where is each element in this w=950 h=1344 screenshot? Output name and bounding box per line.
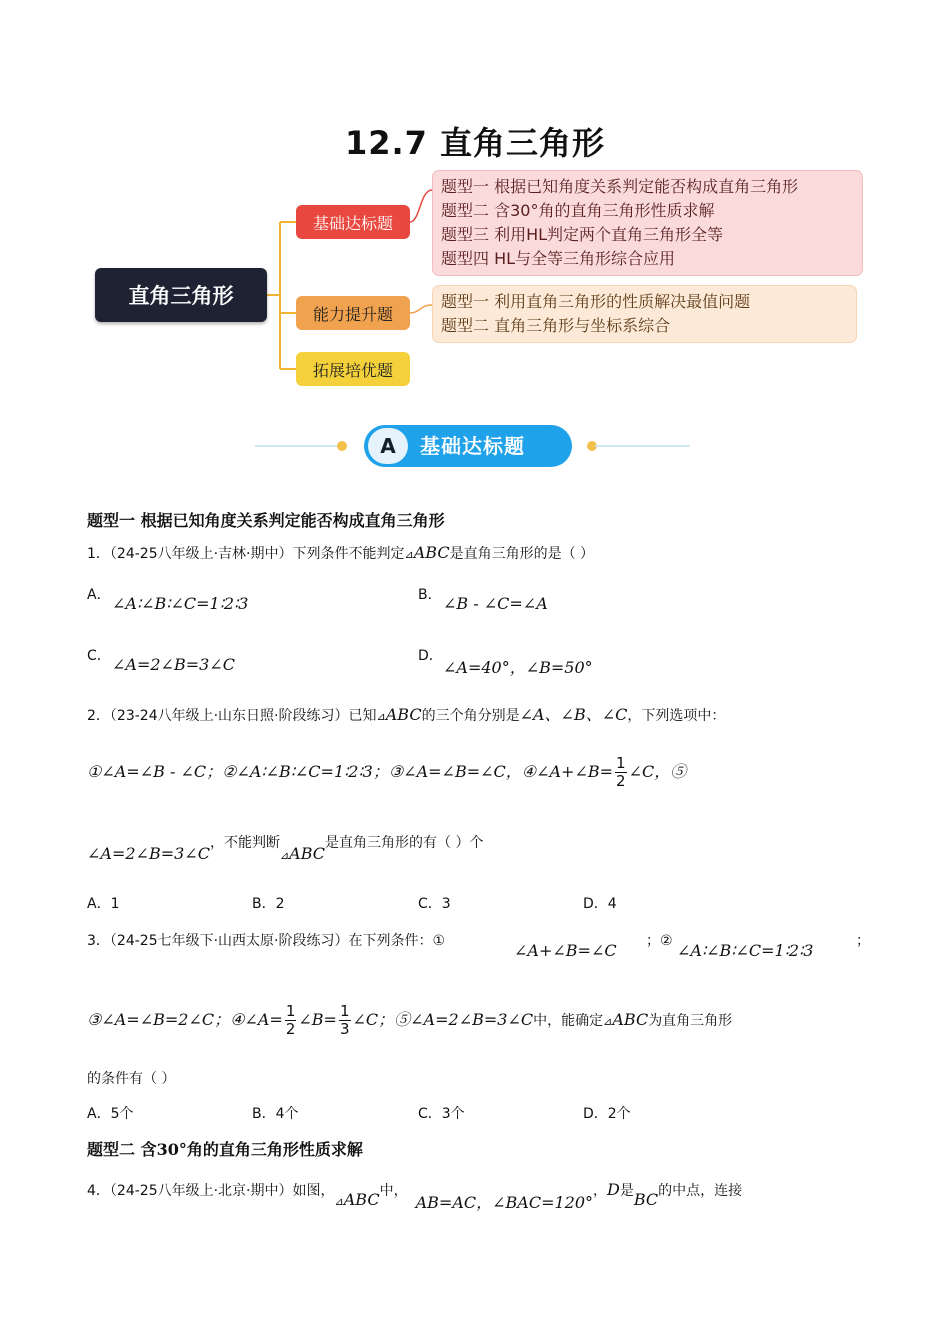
- q3-option-a: A．5个: [87, 1106, 134, 1122]
- question-source: （24-25八年级上·吉林·期中）: [109, 546, 293, 562]
- q1-option-c: ∠A=2∠B=3∠C: [112, 655, 235, 674]
- q1-option-d: ∠A=40°，∠B=50°: [443, 658, 593, 677]
- fraction: [339, 1003, 351, 1038]
- q1-option-b: ∠B - ∠C=∠A: [443, 594, 548, 613]
- q3-condition-text: ∠C；⑤∠A=2∠B=3∠C: [352, 1010, 534, 1029]
- fraction-numerator: 1: [339, 1002, 350, 1020]
- q1-option-a-label: A．: [87, 587, 111, 603]
- math-abc: ABC: [289, 844, 326, 863]
- mindmap-leaf: 题型二 含30°角的直角三角形性质求解: [441, 201, 715, 220]
- type1-heading: 题型一 根据已知角度关系判定能否构成直角三角形: [87, 511, 445, 530]
- question-text: 已知: [348, 708, 377, 724]
- question-text: ，: [593, 1183, 608, 1199]
- fraction-numerator: 1: [285, 1002, 296, 1020]
- mindmap-leaf: 题型二 直角三角形与坐标系综合: [441, 316, 671, 335]
- question-text: 下列条件不能判定: [292, 546, 405, 562]
- question-1: [87, 543, 594, 563]
- math-abc: ABC: [385, 705, 422, 724]
- question-text: 是直角三角形的是（ ）: [449, 546, 595, 562]
- question-text: ，下列选项中：: [627, 708, 726, 724]
- question-text: 在下列条件：①: [348, 933, 446, 949]
- fraction-denominator: 2: [285, 1020, 296, 1038]
- q2-option-d: D．4: [583, 896, 617, 912]
- math-d: D: [607, 1180, 620, 1199]
- question-source: （23-24八年级上·山东日照·阶段练习）: [109, 708, 349, 724]
- triangle-symbol: ⊿: [279, 849, 290, 862]
- q3-option-c: C．3个: [418, 1106, 465, 1122]
- question-4: [87, 1177, 743, 1212]
- mindmap-basic-items: [432, 170, 863, 276]
- triangle-symbol: ⊿: [334, 1195, 344, 1208]
- q1-option-c-label: C．: [87, 648, 111, 664]
- mindmap-leaf: 题型一 根据已知角度关系判定能否构成直角三角形: [441, 177, 799, 196]
- q3-condition-2-label: ；②: [646, 933, 673, 949]
- math-bc: BC: [633, 1190, 659, 1209]
- q3-line3: 的条件有（ ）: [87, 1071, 176, 1087]
- q1-option-a: ∠A∶∠B∶∠C=1∶2∶3: [112, 594, 249, 613]
- fraction-denominator: 2: [616, 772, 626, 790]
- mindmap-advanced-items: [432, 285, 857, 343]
- q2-condition-5: ∠A=2∠B=3∠C: [87, 844, 210, 863]
- mindmap-leaf: 题型一 利用直角三角形的性质解决最值问题: [441, 292, 751, 311]
- q3-condition-text: ③∠A=∠B=2∠C；④∠A=: [87, 1010, 283, 1029]
- triangle-symbol: ⊿: [603, 1015, 613, 1028]
- math-angles: ∠A、∠B、∠C: [519, 705, 628, 724]
- question-text: 中，能确定: [533, 1013, 604, 1029]
- fraction-denominator: 3: [339, 1020, 350, 1038]
- question-2: [87, 702, 725, 725]
- math-abc: ABC: [612, 1010, 649, 1029]
- question-3: [87, 930, 445, 950]
- triangle-symbol: ⊿: [376, 710, 386, 723]
- question-source: （24-25八年级上·北京·期中）: [109, 1183, 293, 1199]
- triangle-symbol: ⊿: [404, 548, 414, 561]
- question-text: 的三个角分别是: [421, 708, 520, 724]
- mindmap-root: 直角三角形: [95, 268, 267, 322]
- mindmap-branch-basic: 基础达标题: [296, 205, 410, 239]
- question-number: 4．: [87, 1183, 110, 1199]
- fraction-numerator: 1: [616, 754, 626, 772]
- math-abc: ABC: [413, 543, 450, 562]
- question-text: 的中点，连接: [658, 1183, 743, 1199]
- q3-condition-1: ∠A+∠B=∠C: [514, 941, 617, 960]
- q3-option-d: D．2个: [583, 1106, 631, 1122]
- question-text: 为直角三角形: [648, 1013, 733, 1029]
- math-abc: ABC: [343, 1190, 380, 1209]
- question-number: 2．: [87, 708, 110, 724]
- q2-line3: [87, 832, 484, 863]
- fraction: [615, 755, 627, 790]
- question-number: 1．: [87, 546, 110, 562]
- question-source: （24-25七年级下·山西太原·阶段练习）: [109, 933, 349, 949]
- question-number: 3．: [87, 933, 110, 949]
- question-text: ，不能判断: [209, 835, 280, 851]
- mindmap-branch-extension: 拓展培优题: [296, 352, 410, 386]
- mindmap-leaf: 题型四 HL与全等三角形综合应用: [441, 249, 676, 268]
- page-title: 12.7 直角三角形: [344, 124, 606, 162]
- q2-option-b: B．2: [252, 896, 285, 912]
- section-letter: A: [368, 428, 408, 464]
- q2-condition-text: ①∠A=∠B - ∠C；②∠A∶∠B∶∠C=1∶2∶3；③∠A=∠B=∠C，④∠A+∠B=: [87, 762, 614, 781]
- mindmap-branch-advanced: 能力提升题: [296, 296, 410, 330]
- q2-conditions: [87, 755, 686, 790]
- question-text: 是直角三角形的有（ ）个: [325, 835, 484, 851]
- section-label: 基础达标题: [420, 434, 525, 458]
- q1-option-b-label: B．: [418, 587, 442, 603]
- q2-option-a: A．1: [87, 896, 120, 912]
- q3-condition-text: ∠B=: [298, 1010, 337, 1029]
- fraction: [285, 1003, 297, 1038]
- question-text: 如图，: [292, 1183, 335, 1199]
- question-text: 是: [619, 1183, 634, 1199]
- q3-semicolon: ；: [856, 933, 870, 949]
- question-text: 中，: [379, 1183, 408, 1199]
- mindmap-leaf: 题型三 利用HL判定两个直角三角形全等: [441, 225, 724, 244]
- q4-condition: AB=AC，∠BAC=120°: [415, 1193, 594, 1212]
- q3-line2: [87, 1003, 732, 1038]
- q2-option-c: C．3: [418, 896, 451, 912]
- q1-option-d-label: D．: [418, 648, 443, 664]
- q3-option-b: B．4个: [252, 1106, 299, 1122]
- q3-condition-2: ∠A∶∠B∶∠C=1∶2∶3: [677, 941, 814, 960]
- q2-condition-text: ∠C，⑤: [628, 762, 687, 781]
- type2-heading: 题型二 含30°角的直角三角形性质求解: [87, 1140, 363, 1159]
